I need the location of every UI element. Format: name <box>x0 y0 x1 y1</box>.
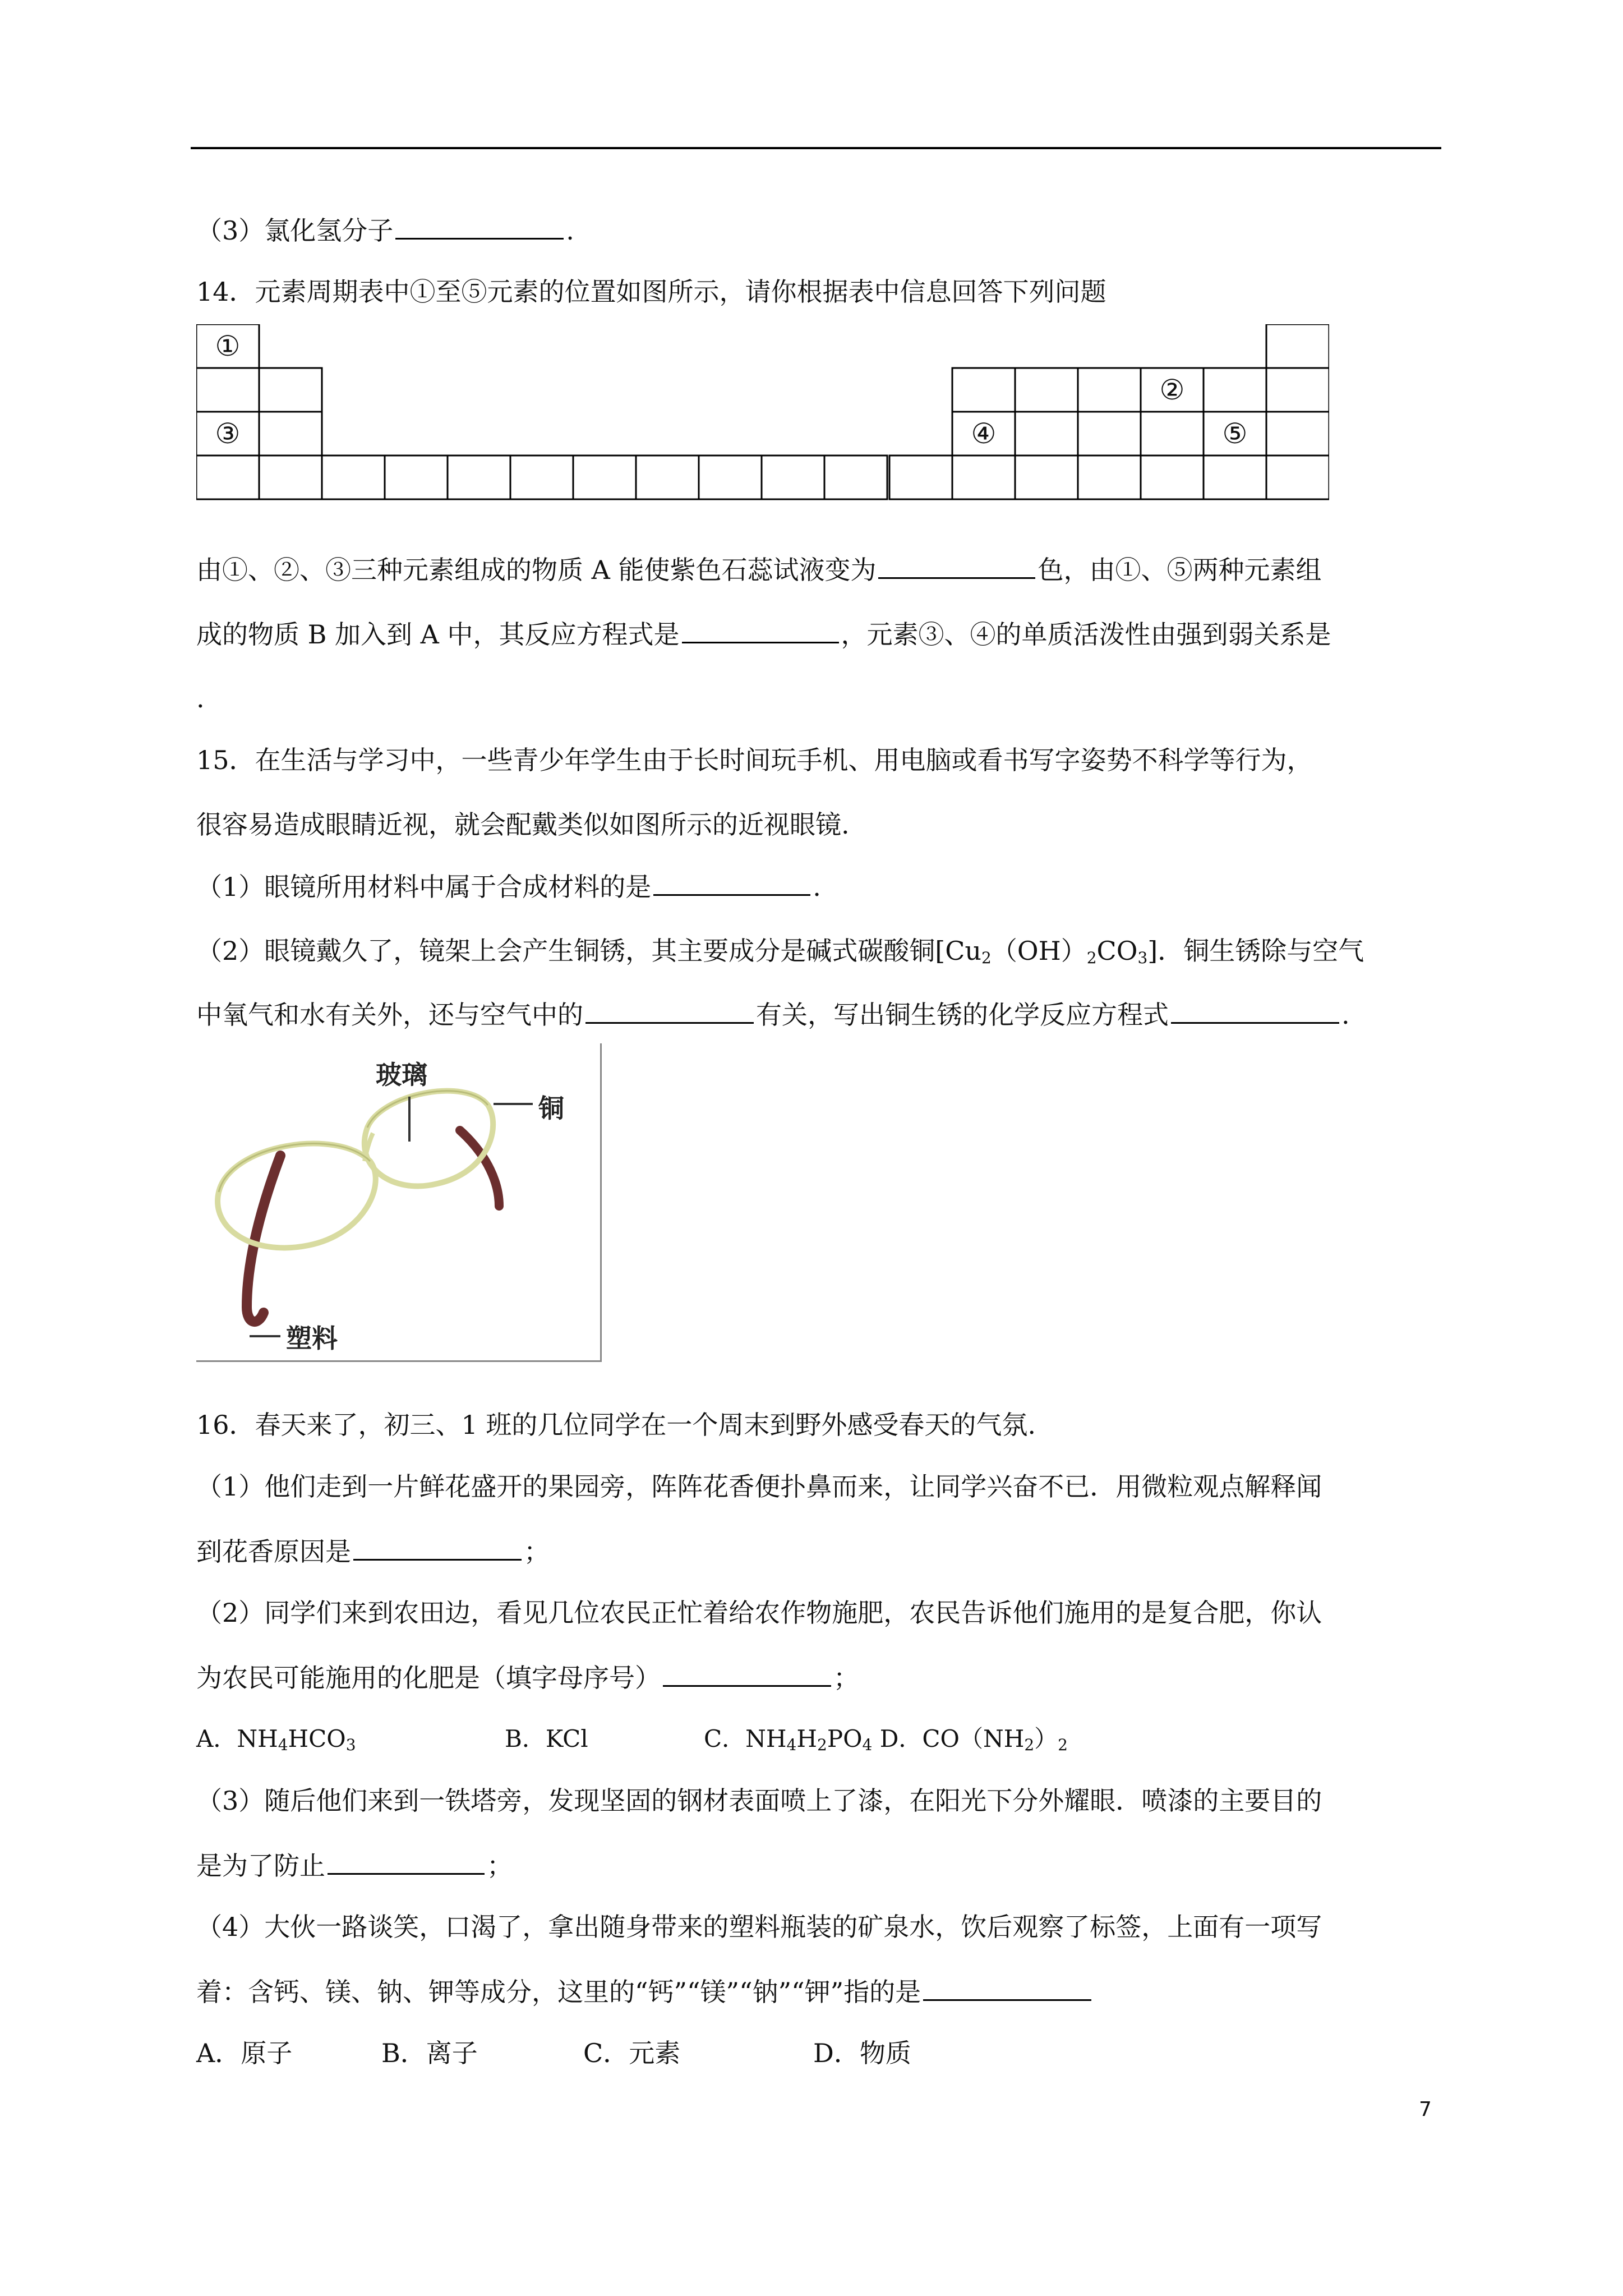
copper-label: 铜 <box>538 1093 564 1124</box>
q14-stem: 14．元素周期表中①至⑤元素的位置如图所示，请你根据表中信息回答下列问题 <box>196 277 1106 307</box>
q14-line1 <box>196 553 1447 587</box>
page-number: 7 <box>1419 2098 1432 2121</box>
q15-part2-line2-suffix: . <box>1341 1000 1350 1030</box>
q13-part3-suffix: . <box>566 215 574 246</box>
q16-part3-suffix: ； <box>487 1851 513 1881</box>
q16-part3-text: 是为了防止 <box>196 1851 325 1881</box>
q16-part4-choices <box>196 2036 1447 2070</box>
answer-blank[interactable] <box>653 869 810 896</box>
q16-part4-text: 着：含钙、镁、钠、钾等成分，这里的“钙”“镁”“钠”“钾”指的是 <box>196 1977 921 2007</box>
q16-part2-line1: （2）同学们来到农田边，看见几位农民正忙着给农作物施肥，农民告诉他们施用的是复合肥，你认 <box>196 1598 1322 1628</box>
plastic-label: 塑料 <box>286 1323 338 1354</box>
q15-stem1: 15．在生活与学习中，一些青少年学生由于长时间玩手机、用电脑或看书写字姿势不科学等行为， <box>196 745 1313 775</box>
answer-blank[interactable] <box>585 997 754 1024</box>
q15-part1-suffix: . <box>813 872 821 902</box>
q13-part3 <box>196 213 1447 247</box>
glass-label: 玻璃 <box>376 1060 427 1090</box>
q16-part1-text: 到花香原因是 <box>196 1536 351 1567</box>
element-mark-2: ② <box>1159 374 1185 406</box>
choice-c: C．元素 <box>583 2038 681 2068</box>
q16-fertilizer-options <box>196 1722 1447 1756</box>
q16-part2-suffix: ； <box>833 1663 859 1693</box>
option-c: C．$NH_4H_2PO_4$ <box>704 1725 873 1754</box>
answer-blank[interactable] <box>663 1660 831 1687</box>
q15-part1-text: （1）眼镜所用材料中属于合成材料的是 <box>196 872 652 902</box>
q16-part2-text: 为农民可能施用的化肥是（填字母序号） <box>196 1663 661 1693</box>
q16-part4-line1: （4）大伙一路谈笑，口渴了，拿出随身带来的塑料瓶装的矿泉水，饮后观察了标签，上面有一项写 <box>196 1912 1322 1942</box>
element-mark-3: ③ <box>215 417 241 450</box>
choice-a: A．原子 <box>196 2038 293 2068</box>
q14-line2-text2: ，元素③、④的单质活泼性由强到弱关系是 <box>841 619 1331 650</box>
subscript: 2 <box>981 949 992 967</box>
subscript: 2 <box>1086 949 1097 967</box>
option-b: B．KCl <box>505 1725 588 1752</box>
q15-part1 <box>196 869 1447 904</box>
q16-part3-line2 <box>196 1848 1447 1883</box>
q16-part1-line2 <box>196 1534 1447 1568</box>
glasses-figure <box>196 1043 602 1362</box>
q14-line2 <box>196 617 1447 651</box>
q15-part2-text-oh: （OH） <box>991 936 1087 966</box>
option-d: D．$CO(NH_2)_2$ <box>879 1725 1068 1754</box>
choice-d: D．物质 <box>813 2038 911 2068</box>
element-mark-1: ① <box>215 330 241 362</box>
answer-blank[interactable] <box>353 1534 522 1561</box>
q15-part2-line2 <box>196 997 1447 1032</box>
subscript: 3 <box>1137 949 1148 967</box>
q15-part2-line2-text: 中氧气和水有关外，还与空气中的 <box>196 1000 583 1030</box>
periodic-table-figure <box>196 324 1329 501</box>
q16-stem: 16．春天来了，初三、1 班的几位同学在一个周末到野外感受春天的气氛. <box>196 1410 1036 1440</box>
q15-part2-text-co: CO <box>1096 936 1138 966</box>
option-a: A．$NH_4HCO_3$ <box>196 1725 356 1754</box>
q15-stem2: 很容易造成眼睛近视，就会配戴类似如图所示的近视眼镜. <box>196 809 850 840</box>
q16-part3-line1: （3）随后他们来到一铁塔旁，发现坚固的钢材表面喷上了漆，在阳光下分外耀眼．喷漆的主要目的 <box>196 1786 1322 1816</box>
q14-line1-text2: 色，由①、⑤两种元素组 <box>1038 555 1322 585</box>
q14-line1-text: 由①、②、③三种元素组成的物质 A 能使紫色石蕊试液变为 <box>196 555 877 585</box>
q15-part2-text: （2）眼镜戴久了，镜架上会产生铜锈，其主要成分是碱式碳酸铜[Cu <box>196 936 982 966</box>
choice-b: B．离子 <box>381 2038 478 2068</box>
header-rule <box>191 147 1441 149</box>
answer-blank[interactable] <box>682 617 839 643</box>
answer-blank[interactable] <box>923 1975 1091 2001</box>
q15-part2-line1 <box>196 934 1447 968</box>
element-mark-5: ⑤ <box>1222 417 1248 450</box>
q16-part4-line2 <box>196 1975 1447 2009</box>
q14-line2-text: 成的物质 B 加入到 A 中，其反应方程式是 <box>196 619 680 650</box>
periodic-table-grid <box>196 324 1329 501</box>
q15-part2-text-end: ]．铜生锈除与空气 <box>1147 936 1364 966</box>
q16-part1-line1: （1）他们走到一片鲜花盛开的果园旁，阵阵花香便扑鼻而来，让同学兴奋不已．用微粒观点解释闻 <box>196 1471 1322 1502</box>
answer-blank[interactable] <box>395 213 564 240</box>
q16-part1-suffix: ； <box>524 1536 550 1567</box>
q16-part2-line2 <box>196 1660 1447 1695</box>
q14-line3: . <box>196 683 205 714</box>
answer-blank[interactable] <box>1171 997 1339 1024</box>
element-mark-4: ④ <box>971 417 997 450</box>
q15-part2-line2-text2: 有关，写出铜生锈的化学反应方程式 <box>756 1000 1169 1030</box>
answer-blank[interactable] <box>328 1848 485 1875</box>
answer-blank[interactable] <box>878 553 1035 579</box>
q13-part3-text: （3）氯化氢分子 <box>196 215 394 246</box>
